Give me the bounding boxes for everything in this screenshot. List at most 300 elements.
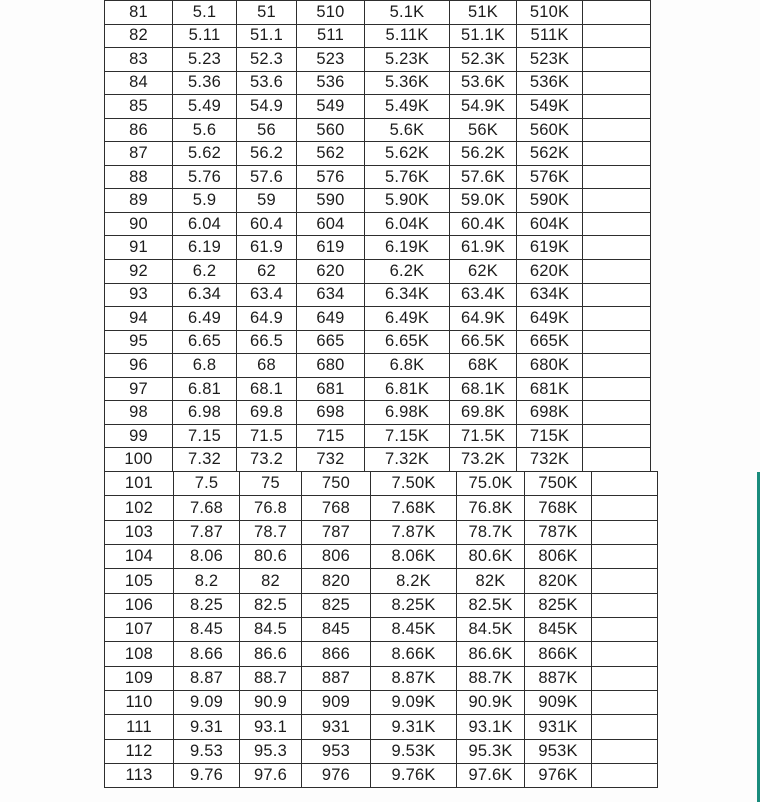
value-cell: 54.9K bbox=[450, 95, 517, 119]
row-index-cell: 89 bbox=[105, 189, 173, 213]
value-cell: 7.32K bbox=[365, 448, 450, 472]
value-cell: 7.68K bbox=[371, 496, 457, 520]
value-cell: 7.32 bbox=[173, 448, 237, 472]
value-cell: 9.31K bbox=[371, 715, 457, 739]
value-table-block-1-body bbox=[105, 1, 651, 472]
value-cell: 71.5K bbox=[450, 424, 517, 448]
value-cell: 61.9K bbox=[450, 236, 517, 260]
value-cell: 665K bbox=[517, 330, 583, 354]
value-cell: 7.15K bbox=[365, 424, 450, 448]
value-cell: 8.25K bbox=[371, 593, 457, 617]
value-cell: 5.36 bbox=[173, 71, 237, 95]
value-cell: 60.4 bbox=[237, 212, 297, 236]
value-cell: 680 bbox=[297, 354, 365, 378]
empty-cell bbox=[583, 307, 651, 331]
table-row bbox=[105, 118, 651, 142]
table-row bbox=[105, 666, 658, 690]
row-index-cell: 111 bbox=[105, 715, 174, 739]
value-cell: 86.6K bbox=[457, 642, 525, 666]
empty-cell bbox=[583, 401, 651, 425]
value-cell: 5.9 bbox=[173, 189, 237, 213]
table-row bbox=[105, 496, 658, 520]
value-cell: 5.23 bbox=[173, 48, 237, 72]
row-index-cell: 102 bbox=[105, 496, 174, 520]
value-cell: 7.5 bbox=[174, 472, 240, 496]
empty-cell bbox=[592, 472, 658, 496]
value-cell: 931K bbox=[525, 715, 592, 739]
value-cell: 8.66K bbox=[371, 642, 457, 666]
value-cell: 76.8 bbox=[240, 496, 302, 520]
value-cell: 715K bbox=[517, 424, 583, 448]
empty-cell bbox=[583, 165, 651, 189]
row-index-cell: 107 bbox=[105, 618, 174, 642]
value-cell: 8.06K bbox=[371, 545, 457, 569]
empty-cell bbox=[583, 212, 651, 236]
value-cell: 5.36K bbox=[365, 71, 450, 95]
row-index-cell: 85 bbox=[105, 95, 173, 119]
empty-cell bbox=[592, 545, 658, 569]
empty-cell bbox=[583, 24, 651, 48]
value-cell: 7.87K bbox=[371, 520, 457, 544]
value-cell: 5.11 bbox=[173, 24, 237, 48]
empty-cell bbox=[592, 520, 658, 544]
value-cell: 93.1K bbox=[457, 715, 525, 739]
value-cell: 8.66 bbox=[174, 642, 240, 666]
value-cell: 5.11K bbox=[365, 24, 450, 48]
value-cell: 8.87K bbox=[371, 666, 457, 690]
value-cell: 5.76 bbox=[173, 165, 237, 189]
value-cell: 5.6 bbox=[173, 118, 237, 142]
value-cell: 634 bbox=[297, 283, 365, 307]
value-cell: 6.98K bbox=[365, 401, 450, 425]
value-table-block-2-body bbox=[105, 472, 658, 788]
table-row bbox=[105, 764, 658, 788]
value-cell: 68.1K bbox=[450, 377, 517, 401]
value-cell: 90.9K bbox=[457, 691, 525, 715]
value-cell: 820 bbox=[302, 569, 371, 593]
row-index-cell: 84 bbox=[105, 71, 173, 95]
row-index-cell: 104 bbox=[105, 545, 174, 569]
value-cell: 80.6K bbox=[457, 545, 525, 569]
row-index-cell: 81 bbox=[105, 1, 173, 25]
value-cell: 68.1 bbox=[237, 377, 297, 401]
value-cell: 5.49K bbox=[365, 95, 450, 119]
value-cell: 634K bbox=[517, 283, 583, 307]
value-cell: 9.76K bbox=[371, 764, 457, 788]
value-cell: 6.34K bbox=[365, 283, 450, 307]
empty-cell bbox=[583, 1, 651, 25]
table-row bbox=[105, 569, 658, 593]
row-index-cell: 95 bbox=[105, 330, 173, 354]
value-cell: 82.5 bbox=[240, 593, 302, 617]
value-cell: 576 bbox=[297, 165, 365, 189]
value-cell: 5.49 bbox=[173, 95, 237, 119]
value-cell: 75.0K bbox=[457, 472, 525, 496]
value-cell: 57.6 bbox=[237, 165, 297, 189]
value-cell: 953 bbox=[302, 739, 371, 763]
value-cell: 63.4K bbox=[450, 283, 517, 307]
value-cell: 931 bbox=[302, 715, 371, 739]
value-cell: 511 bbox=[297, 24, 365, 48]
value-cell: 63.4 bbox=[237, 283, 297, 307]
row-index-cell: 87 bbox=[105, 142, 173, 166]
value-cell: 909 bbox=[302, 691, 371, 715]
value-cell: 78.7 bbox=[240, 520, 302, 544]
row-index-cell: 113 bbox=[105, 764, 174, 788]
value-cell: 8.25 bbox=[174, 593, 240, 617]
value-cell: 549K bbox=[517, 95, 583, 119]
value-cell: 680K bbox=[517, 354, 583, 378]
value-cell: 52.3K bbox=[450, 48, 517, 72]
value-cell: 715 bbox=[297, 424, 365, 448]
value-cell: 7.68 bbox=[174, 496, 240, 520]
value-cell: 619 bbox=[297, 236, 365, 260]
value-cell: 8.2 bbox=[174, 569, 240, 593]
value-cell: 523 bbox=[297, 48, 365, 72]
value-cell: 84.5 bbox=[240, 618, 302, 642]
row-index-cell: 98 bbox=[105, 401, 173, 425]
table-row bbox=[105, 739, 658, 763]
empty-cell bbox=[583, 377, 651, 401]
value-cell: 51.1 bbox=[237, 24, 297, 48]
value-cell: 806 bbox=[302, 545, 371, 569]
row-index-cell: 103 bbox=[105, 520, 174, 544]
value-cell: 59 bbox=[237, 189, 297, 213]
row-index-cell: 101 bbox=[105, 472, 174, 496]
value-cell: 768K bbox=[525, 496, 592, 520]
value-cell: 68K bbox=[450, 354, 517, 378]
value-cell: 51 bbox=[237, 1, 297, 25]
empty-cell bbox=[583, 424, 651, 448]
empty-cell bbox=[592, 642, 658, 666]
value-cell: 768 bbox=[302, 496, 371, 520]
empty-cell bbox=[583, 48, 651, 72]
value-cell: 6.04K bbox=[365, 212, 450, 236]
value-cell: 95.3K bbox=[457, 739, 525, 763]
table-row bbox=[105, 377, 651, 401]
value-cell: 51K bbox=[450, 1, 517, 25]
value-cell: 6.81 bbox=[173, 377, 237, 401]
value-cell: 66.5K bbox=[450, 330, 517, 354]
table-row bbox=[105, 545, 658, 569]
value-cell: 7.87 bbox=[174, 520, 240, 544]
value-cell: 604 bbox=[297, 212, 365, 236]
row-index-cell: 110 bbox=[105, 691, 174, 715]
value-cell: 681 bbox=[297, 377, 365, 401]
value-cell: 6.81K bbox=[365, 377, 450, 401]
value-cell: 887K bbox=[525, 666, 592, 690]
value-cell: 6.65K bbox=[365, 330, 450, 354]
value-cell: 54.9 bbox=[237, 95, 297, 119]
table-row bbox=[105, 189, 651, 213]
empty-cell bbox=[592, 666, 658, 690]
value-cell: 69.8K bbox=[450, 401, 517, 425]
value-cell: 53.6 bbox=[237, 71, 297, 95]
value-cell: 536 bbox=[297, 71, 365, 95]
empty-cell bbox=[592, 764, 658, 788]
value-cell: 56.2 bbox=[237, 142, 297, 166]
value-cell: 681K bbox=[517, 377, 583, 401]
value-cell: 6.2K bbox=[365, 260, 450, 284]
value-cell: 80.6 bbox=[240, 545, 302, 569]
row-index-cell: 88 bbox=[105, 165, 173, 189]
value-cell: 845 bbox=[302, 618, 371, 642]
value-cell: 57.6K bbox=[450, 165, 517, 189]
table-row bbox=[105, 354, 651, 378]
table-row bbox=[105, 142, 651, 166]
empty-cell bbox=[592, 618, 658, 642]
value-cell: 698 bbox=[297, 401, 365, 425]
value-cell: 5.62 bbox=[173, 142, 237, 166]
value-table-block-2 bbox=[104, 471, 658, 788]
value-cell: 665 bbox=[297, 330, 365, 354]
empty-cell bbox=[592, 569, 658, 593]
value-cell: 590 bbox=[297, 189, 365, 213]
row-index-cell: 99 bbox=[105, 424, 173, 448]
value-cell: 97.6K bbox=[457, 764, 525, 788]
empty-cell bbox=[592, 593, 658, 617]
value-cell: 9.31 bbox=[174, 715, 240, 739]
value-cell: 82K bbox=[457, 569, 525, 593]
value-cell: 86.6 bbox=[240, 642, 302, 666]
value-cell: 845K bbox=[525, 618, 592, 642]
value-cell: 953K bbox=[525, 739, 592, 763]
value-cell: 511K bbox=[517, 24, 583, 48]
value-cell: 5.1 bbox=[173, 1, 237, 25]
row-index-cell: 97 bbox=[105, 377, 173, 401]
value-cell: 9.76 bbox=[174, 764, 240, 788]
row-index-cell: 92 bbox=[105, 260, 173, 284]
table-row bbox=[105, 691, 658, 715]
table-row bbox=[105, 212, 651, 236]
value-cell: 8.87 bbox=[174, 666, 240, 690]
empty-cell bbox=[583, 189, 651, 213]
value-cell: 75 bbox=[240, 472, 302, 496]
value-cell: 52.3 bbox=[237, 48, 297, 72]
value-cell: 866 bbox=[302, 642, 371, 666]
value-cell: 560K bbox=[517, 118, 583, 142]
empty-cell bbox=[583, 448, 651, 472]
value-cell: 8.45 bbox=[174, 618, 240, 642]
value-cell: 6.98 bbox=[173, 401, 237, 425]
value-cell: 93.1 bbox=[240, 715, 302, 739]
table-row bbox=[105, 1, 651, 25]
value-cell: 97.6 bbox=[240, 764, 302, 788]
value-cell: 64.9 bbox=[237, 307, 297, 331]
row-index-cell: 112 bbox=[105, 739, 174, 763]
value-cell: 510 bbox=[297, 1, 365, 25]
value-cell: 8.2K bbox=[371, 569, 457, 593]
value-cell: 562K bbox=[517, 142, 583, 166]
empty-cell bbox=[592, 715, 658, 739]
value-cell: 82 bbox=[240, 569, 302, 593]
table-row bbox=[105, 283, 651, 307]
empty-cell bbox=[583, 95, 651, 119]
empty-cell bbox=[583, 71, 651, 95]
value-cell: 6.49K bbox=[365, 307, 450, 331]
value-cell: 5.1K bbox=[365, 1, 450, 25]
value-cell: 750 bbox=[302, 472, 371, 496]
value-cell: 9.09K bbox=[371, 691, 457, 715]
value-cell: 619K bbox=[517, 236, 583, 260]
value-cell: 5.62K bbox=[365, 142, 450, 166]
value-cell: 6.19K bbox=[365, 236, 450, 260]
value-cell: 909K bbox=[525, 691, 592, 715]
value-cell: 84.5K bbox=[457, 618, 525, 642]
value-cell: 5.76K bbox=[365, 165, 450, 189]
value-cell: 56K bbox=[450, 118, 517, 142]
table-row bbox=[105, 260, 651, 284]
empty-cell bbox=[592, 496, 658, 520]
row-index-cell: 83 bbox=[105, 48, 173, 72]
value-cell: 6.19 bbox=[173, 236, 237, 260]
value-cell: 576K bbox=[517, 165, 583, 189]
value-cell: 510K bbox=[517, 1, 583, 25]
value-cell: 5.90K bbox=[365, 189, 450, 213]
empty-cell bbox=[592, 691, 658, 715]
value-cell: 7.15 bbox=[173, 424, 237, 448]
empty-cell bbox=[583, 236, 651, 260]
table-row bbox=[105, 236, 651, 260]
value-cell: 732K bbox=[517, 448, 583, 472]
table-row bbox=[105, 618, 658, 642]
value-cell: 549 bbox=[297, 95, 365, 119]
value-cell: 560 bbox=[297, 118, 365, 142]
row-index-cell: 91 bbox=[105, 236, 173, 260]
table-row bbox=[105, 401, 651, 425]
value-cell: 95.3 bbox=[240, 739, 302, 763]
value-cell: 523K bbox=[517, 48, 583, 72]
empty-cell bbox=[583, 118, 651, 142]
value-cell: 68 bbox=[237, 354, 297, 378]
value-cell: 6.34 bbox=[173, 283, 237, 307]
value-cell: 590K bbox=[517, 189, 583, 213]
row-index-cell: 109 bbox=[105, 666, 174, 690]
value-cell: 976 bbox=[302, 764, 371, 788]
value-cell: 73.2K bbox=[450, 448, 517, 472]
table-row bbox=[105, 642, 658, 666]
value-cell: 6.2 bbox=[173, 260, 237, 284]
value-cell: 6.65 bbox=[173, 330, 237, 354]
empty-cell bbox=[583, 260, 651, 284]
empty-cell bbox=[583, 283, 651, 307]
table-row bbox=[105, 71, 651, 95]
table-row bbox=[105, 307, 651, 331]
value-cell: 62 bbox=[237, 260, 297, 284]
value-cell: 69.8 bbox=[237, 401, 297, 425]
table-row bbox=[105, 165, 651, 189]
value-cell: 56.2K bbox=[450, 142, 517, 166]
row-index-cell: 106 bbox=[105, 593, 174, 617]
value-cell: 820K bbox=[525, 569, 592, 593]
value-cell: 73.2 bbox=[237, 448, 297, 472]
value-cell: 88.7 bbox=[240, 666, 302, 690]
value-cell: 9.53K bbox=[371, 739, 457, 763]
value-cell: 698K bbox=[517, 401, 583, 425]
row-index-cell: 86 bbox=[105, 118, 173, 142]
value-cell: 750K bbox=[525, 472, 592, 496]
empty-cell bbox=[583, 142, 651, 166]
value-cell: 604K bbox=[517, 212, 583, 236]
value-cell: 6.8K bbox=[365, 354, 450, 378]
value-cell: 887 bbox=[302, 666, 371, 690]
empty-cell bbox=[583, 354, 651, 378]
value-cell: 51.1K bbox=[450, 24, 517, 48]
value-cell: 787K bbox=[525, 520, 592, 544]
value-cell: 90.9 bbox=[240, 691, 302, 715]
value-cell: 620 bbox=[297, 260, 365, 284]
value-cell: 732 bbox=[297, 448, 365, 472]
value-cell: 5.23K bbox=[365, 48, 450, 72]
table-row bbox=[105, 472, 658, 496]
row-index-cell: 100 bbox=[105, 448, 173, 472]
value-cell: 9.09 bbox=[174, 691, 240, 715]
value-cell: 649 bbox=[297, 307, 365, 331]
row-index-cell: 108 bbox=[105, 642, 174, 666]
value-cell: 7.50K bbox=[371, 472, 457, 496]
value-cell: 60.4K bbox=[450, 212, 517, 236]
value-table-block-1 bbox=[104, 0, 651, 472]
value-cell: 787 bbox=[302, 520, 371, 544]
value-cell: 71.5 bbox=[237, 424, 297, 448]
value-cell: 562 bbox=[297, 142, 365, 166]
value-cell: 9.53 bbox=[174, 739, 240, 763]
value-cell: 6.8 bbox=[173, 354, 237, 378]
value-cell: 61.9 bbox=[237, 236, 297, 260]
value-cell: 78.7K bbox=[457, 520, 525, 544]
value-cell: 76.8K bbox=[457, 496, 525, 520]
table-row bbox=[105, 520, 658, 544]
table-row bbox=[105, 330, 651, 354]
table-row bbox=[105, 48, 651, 72]
value-cell: 62K bbox=[450, 260, 517, 284]
row-index-cell: 96 bbox=[105, 354, 173, 378]
value-cell: 88.7K bbox=[457, 666, 525, 690]
empty-cell bbox=[592, 739, 658, 763]
row-index-cell: 93 bbox=[105, 283, 173, 307]
value-cell: 8.45K bbox=[371, 618, 457, 642]
value-cell: 806K bbox=[525, 545, 592, 569]
row-index-cell: 94 bbox=[105, 307, 173, 331]
value-cell: 536K bbox=[517, 71, 583, 95]
value-cell: 6.04 bbox=[173, 212, 237, 236]
value-cell: 8.06 bbox=[174, 545, 240, 569]
empty-cell bbox=[583, 330, 651, 354]
value-cell: 620K bbox=[517, 260, 583, 284]
table-row bbox=[105, 448, 651, 472]
value-cell: 5.6K bbox=[365, 118, 450, 142]
value-cell: 66.5 bbox=[237, 330, 297, 354]
value-cell: 866K bbox=[525, 642, 592, 666]
row-index-cell: 90 bbox=[105, 212, 173, 236]
table-row bbox=[105, 95, 651, 119]
table-row bbox=[105, 24, 651, 48]
value-cell: 976K bbox=[525, 764, 592, 788]
value-cell: 6.49 bbox=[173, 307, 237, 331]
table-row bbox=[105, 715, 658, 739]
row-index-cell: 105 bbox=[105, 569, 174, 593]
row-index-cell: 82 bbox=[105, 24, 173, 48]
value-cell: 64.9K bbox=[450, 307, 517, 331]
value-cell: 53.6K bbox=[450, 71, 517, 95]
value-cell: 82.5K bbox=[457, 593, 525, 617]
value-cell: 649K bbox=[517, 307, 583, 331]
value-cell: 825K bbox=[525, 593, 592, 617]
table-row bbox=[105, 593, 658, 617]
table-row bbox=[105, 424, 651, 448]
value-cell: 56 bbox=[237, 118, 297, 142]
value-cell: 59.0K bbox=[450, 189, 517, 213]
